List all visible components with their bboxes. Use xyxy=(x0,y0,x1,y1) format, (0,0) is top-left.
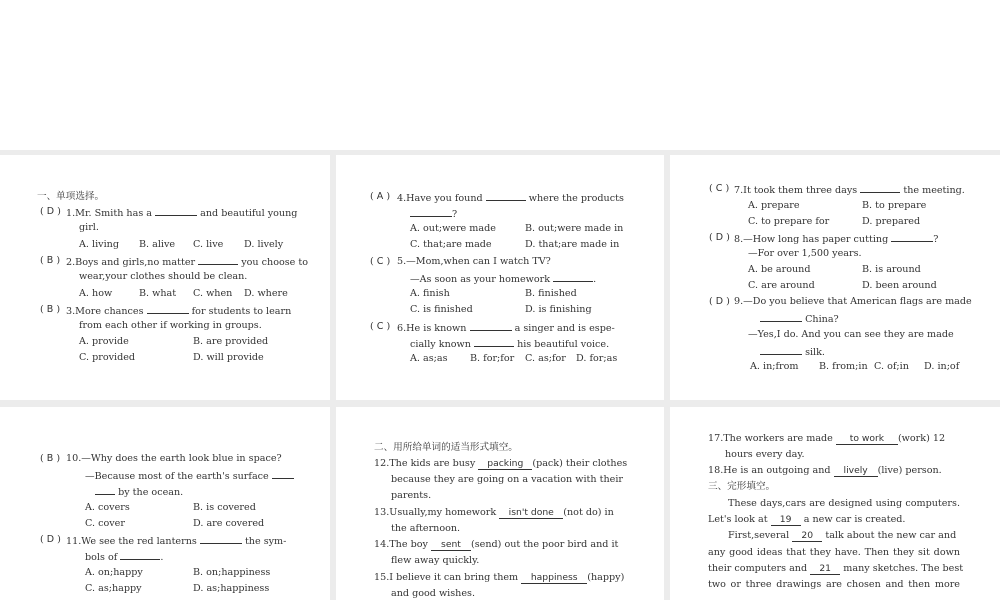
q4-option-a: A. out;were made xyxy=(410,223,496,234)
q8-option-c: C. are around xyxy=(748,280,815,291)
cloze-line-5: their computers and 21 many sketches. The best xyxy=(708,563,964,574)
q1-line2: girl. xyxy=(79,222,99,233)
q12-line1: 12.The kids are busy packing (pack) their clothes xyxy=(374,458,628,469)
q14-fill: sent xyxy=(431,540,471,551)
cloze-blank-20: 20 xyxy=(792,531,822,542)
q11-answer: ( D ) xyxy=(40,534,61,545)
q9-line3: —Yes,I do. And you can see they are made xyxy=(748,329,954,340)
q4-option-b: B. out;were made in xyxy=(525,223,624,234)
q2-line1: 2.Boys and girls,no matter you choose to xyxy=(66,257,309,268)
q5-option-d: D. is finishing xyxy=(525,304,592,315)
q10-line2: —Because most of the earth's surface xyxy=(85,469,294,483)
q13-line1: 13.Usually,my homework isn't done (not do) in xyxy=(374,507,614,518)
q14-line2: flew away quickly. xyxy=(391,555,480,566)
q11-option-b: B. on;happiness xyxy=(193,567,271,578)
panel-questions-12-15 xyxy=(336,407,664,600)
q10-line3: by the ocean. xyxy=(95,485,183,499)
q8-line1: 8.—How long has paper cutting ? xyxy=(734,234,939,245)
q3-line1: 3.More chances for students to learn xyxy=(66,306,292,317)
q7-option-b: B. to prepare xyxy=(862,200,927,211)
q2-option-c: C. when xyxy=(193,288,233,299)
q4-line1: 4.Have you found where the products xyxy=(397,193,624,204)
q11-option-c: C. as;happy xyxy=(85,583,142,594)
q18-fill: lively xyxy=(834,466,878,477)
q13-line2: the afternoon. xyxy=(391,523,461,534)
q12-line2: because they are going on a vacation with their xyxy=(391,474,623,485)
q17-fill: to work xyxy=(836,434,898,445)
q1-answer: ( D ) xyxy=(40,206,61,217)
panel-questions-7-9 xyxy=(670,155,1000,400)
q7-option-a: A. prepare xyxy=(748,200,800,211)
panel-questions-17-cloze xyxy=(670,407,1000,600)
q15-line1: 15.I believe it can bring them happiness (happy) xyxy=(374,572,625,583)
panel-questions-1-3 xyxy=(0,155,330,400)
q1-option-d: D. lively xyxy=(244,239,284,250)
q15-fill: happiness xyxy=(521,573,587,584)
q17-line2: hours every day. xyxy=(725,449,805,460)
q1-line1: 1.Mr. Smith has a and beautiful young xyxy=(66,208,298,219)
q10-option-a: A. covers xyxy=(85,502,130,513)
q13-fill: isn't done xyxy=(499,508,563,519)
cloze-line-2: Let's look at 19 a new car is created. xyxy=(708,514,906,525)
panel-questions-4-6 xyxy=(336,155,664,400)
q9-line2: China? xyxy=(760,312,839,326)
q3-option-d: D. will provide xyxy=(193,352,264,363)
q14-line1: 14.The boy sent (send) out the poor bird and it xyxy=(374,539,619,550)
section-2-title: 二、用所给单词的适当形式填空。 xyxy=(374,442,518,453)
q7-answer: ( C ) xyxy=(709,183,730,194)
q10-answer: ( B ) xyxy=(40,453,61,464)
q8-option-b: B. is around xyxy=(862,264,921,275)
cloze-blank-19: 19 xyxy=(771,515,801,526)
q5-line2: —As soon as your homework . xyxy=(410,274,597,285)
q4-answer: ( A ) xyxy=(370,191,391,202)
cloze-line-6: two or three drawings are chosen and then more xyxy=(708,579,960,590)
q10-option-b: B. is covered xyxy=(193,502,256,513)
q17-line1: 17.The workers are made to work (work) 12 xyxy=(708,433,946,444)
q1-option-a: A. living xyxy=(79,239,119,250)
q8-answer: ( D ) xyxy=(709,232,730,243)
q12-line3: parents. xyxy=(391,490,432,501)
q6-answer: ( C ) xyxy=(370,321,391,332)
q6-line1: 6.He is known a singer and is espe- xyxy=(397,323,615,334)
q8-line2: —For over 1,500 years. xyxy=(748,248,862,259)
section-3-title: 三、完形填空。 xyxy=(708,481,776,492)
q1-option-c: C. live xyxy=(193,239,224,250)
q18-line1: 18.He is an outgoing and lively (live) person. xyxy=(708,465,942,476)
q6-option-c: C. as;for xyxy=(525,353,566,364)
q2-answer: ( B ) xyxy=(40,255,61,266)
q5-option-b: B. finished xyxy=(525,288,577,299)
cloze-line-1: These days,cars are designed using computers. xyxy=(728,498,960,509)
q7-option-d: D. prepared xyxy=(862,216,921,227)
panel-questions-10-11 xyxy=(0,407,330,600)
q9-answer: ( D ) xyxy=(709,296,730,307)
q2-option-d: D. where xyxy=(244,288,288,299)
q6-option-a: A. as;as xyxy=(410,353,448,364)
q11-line2: bols of . xyxy=(85,552,164,563)
q2-option-a: A. how xyxy=(79,288,113,299)
q5-option-a: A. finish xyxy=(410,288,450,299)
q7-line1: 7.It took them three days the meeting. xyxy=(734,185,965,196)
cloze-blank-21: 21 xyxy=(810,564,840,575)
q9-option-d: D. in;of xyxy=(924,361,960,372)
q3-option-c: C. provided xyxy=(79,352,136,363)
q9-line4: silk. xyxy=(760,345,825,359)
q2-line2: wear,your clothes should be clean. xyxy=(79,271,248,282)
q5-option-c: C. is finished xyxy=(410,304,473,315)
q3-option-a: A. provide xyxy=(79,336,129,347)
q9-line1: 9.—Do you believe that American flags are made xyxy=(734,296,972,307)
q1-option-b: B. alive xyxy=(139,239,176,250)
q6-line2: cially known his beautiful voice. xyxy=(410,339,610,350)
q9-option-b: B. from;in xyxy=(819,361,868,372)
q12-fill: packing xyxy=(478,459,532,470)
top-blank-area xyxy=(0,0,1000,150)
q10-option-d: D. are covered xyxy=(193,518,265,529)
cloze-line-4: any good ideas that they have. Then they sit down xyxy=(708,547,960,558)
q10-option-c: C. cover xyxy=(85,518,125,529)
q11-option-d: D. as;happiness xyxy=(193,583,270,594)
section-1-title: 一、单项选择。 xyxy=(37,191,105,202)
q4-line2: ? xyxy=(410,207,457,221)
q4-option-c: C. that;are made xyxy=(410,239,492,250)
q3-line2: from each other if working in groups. xyxy=(79,320,262,331)
q3-answer: ( B ) xyxy=(40,304,61,315)
q10-line1: 10.—Why does the earth look blue in space? xyxy=(66,453,282,464)
q15-line2: and good wishes. xyxy=(391,588,476,599)
cloze-line-3: First,several 20 talk about the new car and xyxy=(728,530,957,541)
q9-option-a: A. in;from xyxy=(750,361,799,372)
q5-answer: ( C ) xyxy=(370,256,391,267)
q11-option-a: A. on;happy xyxy=(85,567,143,578)
q8-option-d: D. been around xyxy=(862,280,937,291)
q8-option-a: A. be around xyxy=(748,264,811,275)
q7-option-c: C. to prepare for xyxy=(748,216,830,227)
q11-line1: 11.We see the red lanterns the sym- xyxy=(66,536,287,547)
q6-option-d: D. for;as xyxy=(576,353,618,364)
q6-option-b: B. for;for xyxy=(470,353,515,364)
q4-option-d: D. that;are made in xyxy=(525,239,620,250)
q3-option-b: B. are provided xyxy=(193,336,269,347)
q9-option-c: C. of;in xyxy=(874,361,909,372)
q2-option-b: B. what xyxy=(139,288,177,299)
q5-line1: 5.—Mom,when can I watch TV? xyxy=(397,256,551,267)
